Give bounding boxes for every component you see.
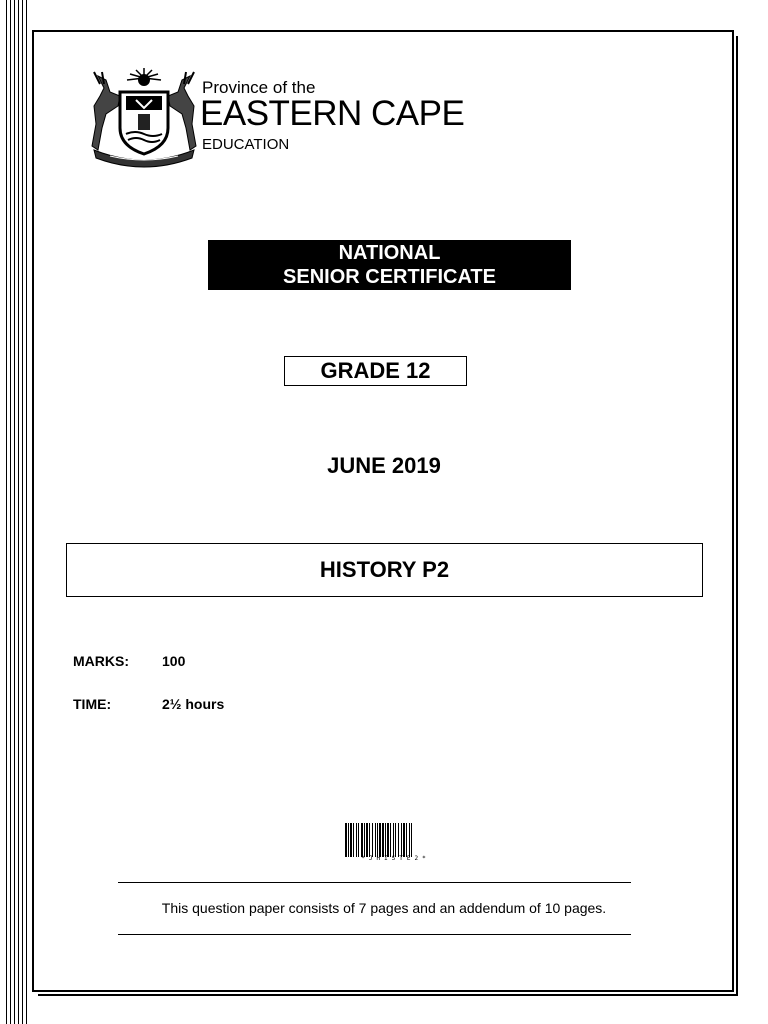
coat-of-arms-icon xyxy=(80,66,204,170)
time-value: 2½ hours xyxy=(162,696,225,712)
page-shadow xyxy=(38,994,738,996)
binding-line xyxy=(22,0,23,1024)
certificate-title-line-2: SENIOR CERTIFICATE xyxy=(283,266,496,288)
binding-line xyxy=(18,0,19,1024)
barcode-icon xyxy=(345,823,446,857)
subject-title: HISTORY P2 xyxy=(66,543,703,597)
divider xyxy=(118,882,631,883)
header-province-name: EASTERN CAPE xyxy=(200,94,465,133)
barcode-caption: *JHISTE2* xyxy=(361,855,430,862)
divider xyxy=(118,934,631,935)
certificate-title-line-1: NATIONAL xyxy=(338,242,441,264)
binding-line xyxy=(6,0,7,1024)
header-department-name: EDUCATION xyxy=(202,136,290,153)
certificate-title xyxy=(208,240,571,290)
marks-value: 100 xyxy=(162,653,186,669)
department-logo xyxy=(80,66,465,170)
grade-label: GRADE 12 xyxy=(284,356,467,386)
page-shadow xyxy=(736,36,738,996)
exam-date: JUNE 2019 xyxy=(327,453,441,478)
binding-line xyxy=(10,0,11,1024)
marks-label: MARKS: xyxy=(73,653,129,669)
binding-line xyxy=(14,0,15,1024)
header-province-label: Province of the xyxy=(202,78,316,97)
page-count-note: This question paper consists of 7 pages and an addendum of 10 pages. xyxy=(161,900,607,916)
binding-line xyxy=(26,0,27,1024)
time-label: TIME: xyxy=(73,696,112,712)
